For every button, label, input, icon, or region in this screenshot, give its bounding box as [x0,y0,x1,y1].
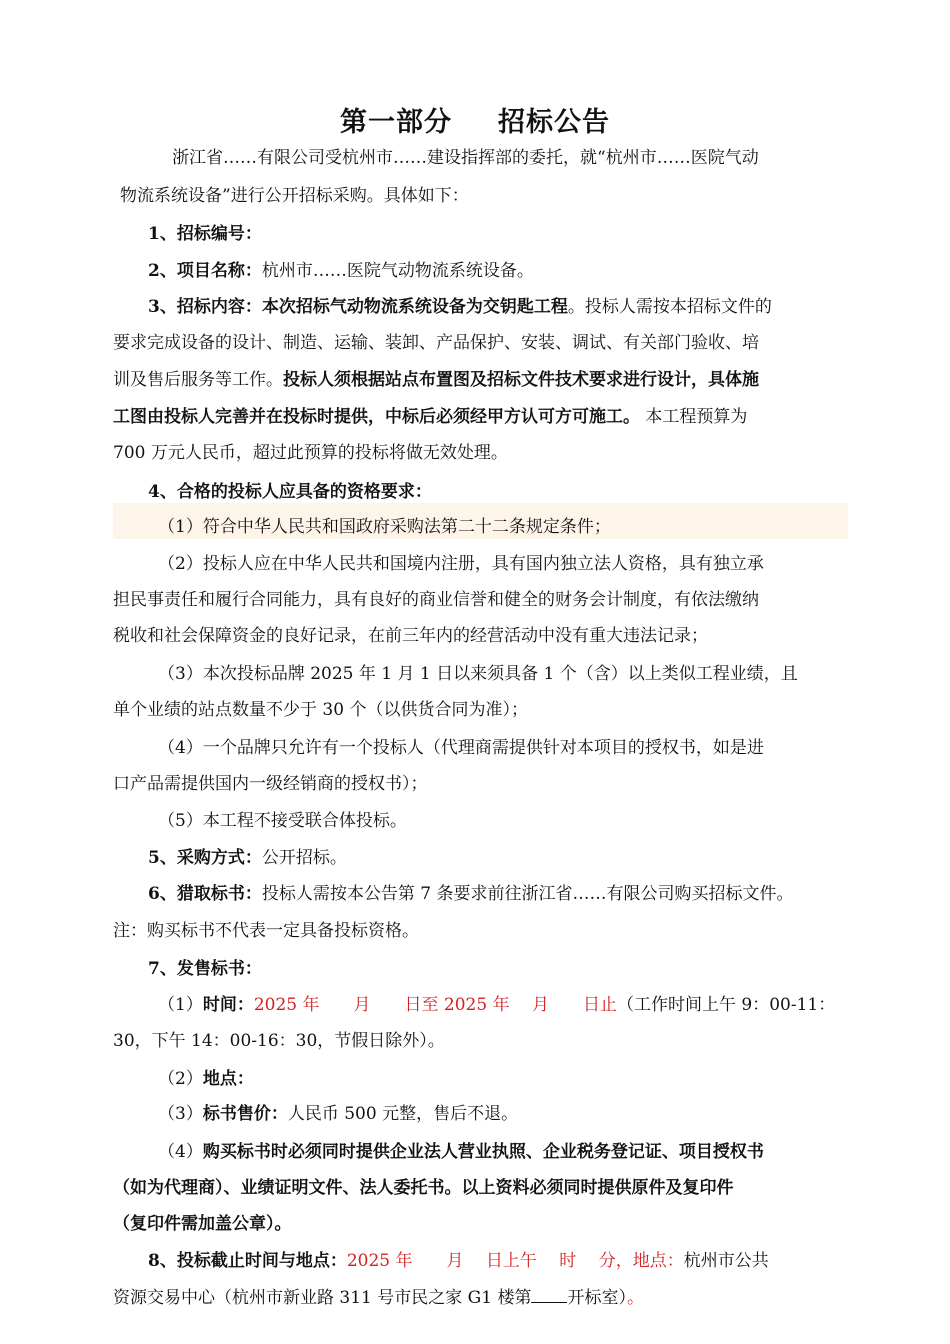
section-2-text: 杭州市……医院气动物流系统设备。 [261,261,534,281]
section-4-label: 4、合格的投标人应具备的资格要求： [148,482,432,502]
intro-line-1: 浙江省……有限公司受杭州市……建设指挥部的委托，就“杭州市……医院气动 [172,148,759,168]
section-6-text: 投标人需按本公告第 7 条要求前往浙江省……有限公司购买招标文件。 [261,884,794,904]
section-4-item-1: （1）符合中华人民共和国政府采购法第二十二条规定条件； [158,517,611,537]
section-7-item-4-line-3: （复印件需加盖公章）。 [113,1214,292,1234]
section-3-label: 3、招标内容： [148,297,262,317]
section-5-text: 公开招标。 [261,848,347,868]
section-4-item-2-line-3: 税收和社会保障资金的良好记录，在前三年内的经营活动中没有重大违法记录； [113,626,708,646]
title-part: 第一部分 [340,107,452,138]
section-8-address: 资源交易中心（杭州市新业路 311 号市民之家 G1 楼第 [113,1288,532,1308]
section-7-item-4-prefix: （4） [158,1142,203,1162]
section-3-line-5: 700 万元人民币，超过此预算的投标将做无效处理。 [113,443,508,463]
section-7-item-1-line-2: 30，下午 14：00-16：30，节假日除外）。 [113,1031,445,1051]
section-4-item-3-line-1: （3）本次投标品牌 2025 年 1 月 1 日以来须具备 1 个（含）以上类似工程业绩，且 [158,664,798,684]
section-7-item-3-text: 人民币 500 元整，售后不退。 [287,1104,519,1124]
section-5-label: 5、采购方式： [148,848,262,868]
section-8-place: 杭州市公共 [683,1251,769,1271]
section-8-room: 开标室） [567,1288,627,1308]
section-4-item-4-line-2: 口产品需提供国内一级经销商的授权书）； [113,774,428,794]
section-4-item-4-line-1: （4）一个品牌只允许有一个投标人（代理商需提供针对本项目的授权书，如是进 [158,738,764,758]
section-2-label: 2、项目名称： [148,261,262,281]
section-7-item-2-prefix: （2） [158,1069,203,1089]
section-6-note: 注：购买标书不代表一定具备投标资格。 [113,921,419,941]
section-3-line-3a: 训及售后服务等工作。 [113,370,283,390]
section-7-item-1 [158,993,835,1017]
section-7-item-4-line-2: （如为代理商）、业绩证明文件、法人委托书。以上资料必须同时提供原件及复印件 [113,1178,734,1198]
section-6-label: 6、猎取标书： [148,884,262,904]
section-7-item-3-prefix: （3） [158,1104,203,1124]
room-number-blank [531,1286,567,1303]
section-8-end-mark: 。 [626,1288,644,1308]
section-3-line-1 [148,295,772,319]
section-7-item-3 [158,1102,518,1126]
section-7-item-1-rest: （工作时间上午 9：00-11： [616,995,836,1015]
section-8-label: 8、投标截止时间与地点： [148,1251,347,1271]
section-7-item-1-dates: 2025 年 月 日至 2025 年 月 日止 [253,995,617,1015]
section-3-line-3 [113,368,759,392]
section-3-line-4a: 工图由投标人完善并在投标时提供，中标后必须经甲方认可方可施工。 [113,407,640,427]
section-2 [148,259,534,283]
section-6 [148,882,793,906]
section-5 [148,846,347,870]
section-3-bold-1: 本次招标气动物流系统设备为交钥匙工程 [261,297,568,317]
section-3-line-4b: 本工程预算为 [640,407,748,427]
section-8-deadline: 2025 年 月 日上午 时 分，地点： [346,1251,684,1271]
section-4-item-3-line-2: 单个业绩的站点数量不少于 30 个（以供货合同为准）； [113,700,528,720]
section-3-line-4 [113,405,747,429]
section-7-item-4-line-1: 购买标书时必须同时提供企业法人营业执照、企业税务登记证、项目授权书 [202,1142,764,1162]
page-title [0,100,950,139]
section-7-item-4 [158,1140,764,1164]
section-8-line-2 [113,1286,644,1310]
section-3-text-1: 。投标人需按本招标文件的 [567,297,772,317]
section-4-item-5: （5）本工程不接受联合体投标。 [158,811,407,831]
section-7-label: 7、发售标书： [148,959,262,979]
title-name: 招标公告 [498,107,610,138]
intro-line-2: 物流系统设备”进行公开招标采购。具体如下： [120,186,469,206]
section-7-item-1-label: 时间： [202,995,254,1015]
section-4-item-2-line-2: 担民事责任和履行合同能力，具有良好的商业信誉和健全的财务会计制度，有依法缴纳 [113,590,759,610]
section-4-item-2-line-1: （2）投标人应在中华人民共和国境内注册，具有国内独立法人资格，具有独立承 [158,554,764,574]
section-7-item-1-prefix: （1） [158,995,203,1015]
section-1-label: 1、招标编号： [148,224,262,244]
section-7-item-3-label: 标书售价： [202,1104,288,1124]
section-3-line-2: 要求完成设备的设计、制造、运输、装卸、产品保护、安装、调试、有关部门验收、培 [113,333,759,353]
section-3-line-3b: 投标人须根据站点布置图及招标文件技术要求进行设计，具体施 [283,370,759,390]
section-8 [148,1249,769,1273]
section-7-item-2 [158,1067,254,1091]
section-7-item-2-label: 地点： [202,1069,254,1089]
